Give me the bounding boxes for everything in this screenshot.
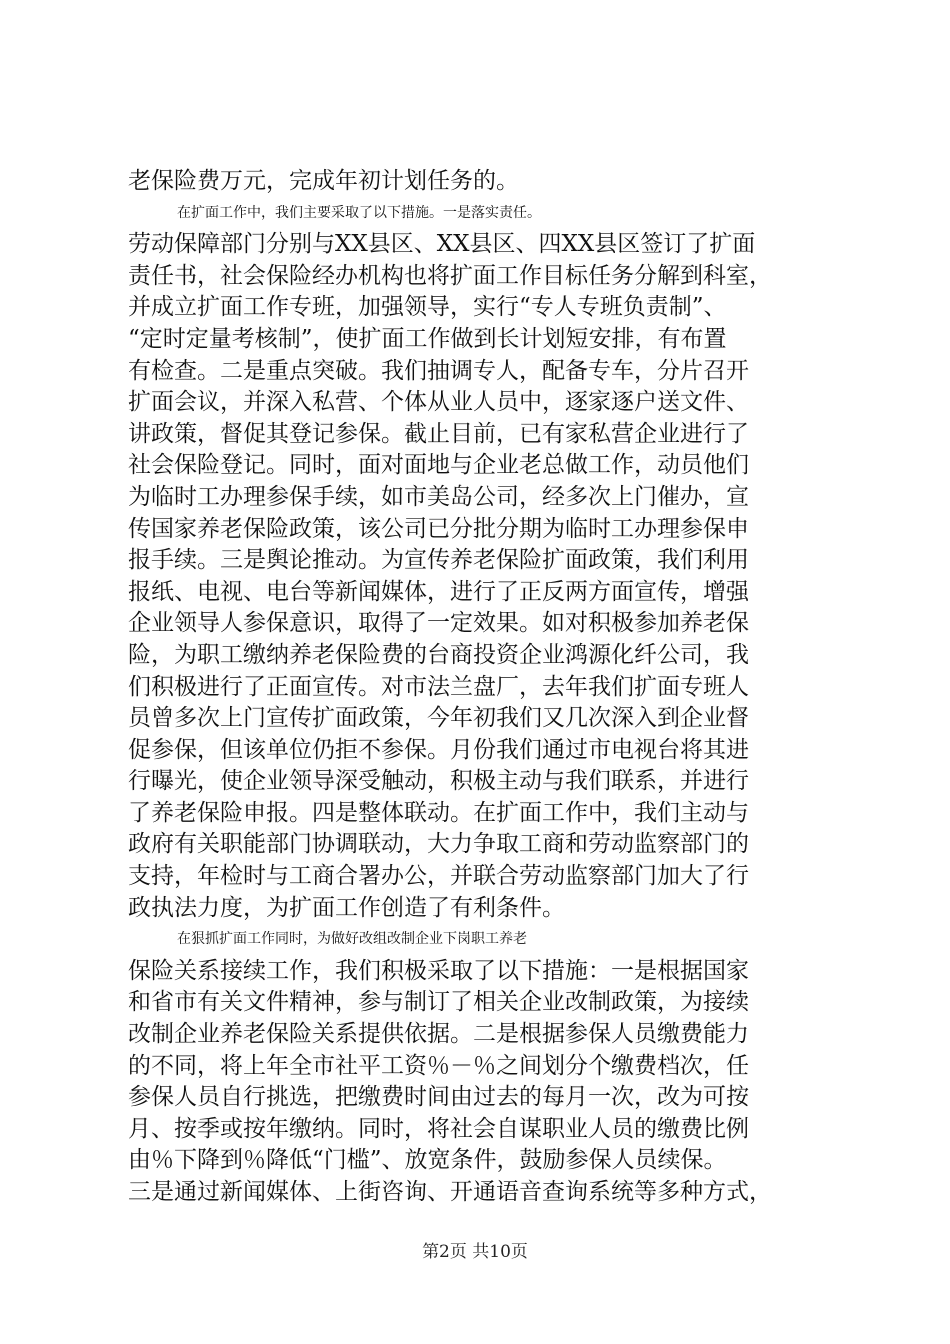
text-line: 报纸、电视、电台等新闻媒体，进行了正反两方面宣传，增强 xyxy=(128,578,749,605)
body-text xyxy=(128,166,842,1209)
text-line: 由％下降到％降低“门槛”、放宽条件，鼓励参保人员续保。 xyxy=(128,1147,727,1174)
text-line: 有检查。二是重点突破。我们抽调专人，配备专车，分片召开 xyxy=(128,357,749,384)
text-line: 月、按季或按年缴纳。同时，将社会自谋职业人员的缴费比例 xyxy=(128,1115,749,1142)
text-line: 险，为职工缴纳养老保险费的台商投资企业鸿源化纤公司，我 xyxy=(128,641,749,668)
text-line: 传国家养老保险政策，该公司已分批分期为临时工办理参保申 xyxy=(128,515,749,542)
text-line: 三是通过新闻媒体、上街咨询、开通语音查询系统等多种方式， xyxy=(128,1179,772,1205)
page-footer: 第2页 共10页 xyxy=(422,1242,528,1262)
paragraph-first-line: 在扩面工作中，我们主要采取了以下措施。一是落实责任。 xyxy=(177,204,541,221)
text-line: 扩面会议，并深入私营、个体从业人员中，逐家逐户送文件、 xyxy=(128,389,749,416)
paragraph-first-line: 在狠抓扩面工作同时，为做好改组改制企业下岗职工养老 xyxy=(177,931,527,948)
text-line: 讲政策，督促其登记参保。截止目前，已有家私营企业进行了 xyxy=(128,420,749,447)
text-line: 促参保，但该单位仍拒不参保。月份我们通过市电视台将其进 xyxy=(128,736,749,763)
text-line: 责任书，社会保险经办机构也将扩面工作目标任务分解到科室， xyxy=(128,262,772,289)
text-line: 劳动保障部门分别与XX县区、XX县区、四XX县区签订了扩面 xyxy=(128,231,756,258)
text-line: 的不同，将上年全市社平工资％－％之间划分个缴费档次，任 xyxy=(128,1052,749,1079)
text-line: 并成立扩面工作专班，加强领导，实行“专人专班负责制”、 xyxy=(128,294,727,321)
text-line: 政执法力度，为扩面工作创造了有利条件。 xyxy=(128,894,565,921)
text-line: 为临时工办理参保手续，如市美岛公司，经多次上门催办，宣 xyxy=(128,483,749,510)
text-line: 老保险费万元，完成年初计划任务的。 xyxy=(128,168,519,194)
text-line: 参保人员自行挑选，把缴费时间由过去的每月一次，改为可按 xyxy=(128,1084,749,1111)
text-line: 企业领导人参保意识，取得了一定效果。如对积极参加养老保 xyxy=(128,610,749,637)
text-line: 了养老保险申报。四是整体联动。在扩面工作中，我们主动与 xyxy=(128,799,749,826)
text-line: 们积极进行了正面宣传。对市法兰盘厂，去年我们扩面专班人 xyxy=(128,673,749,700)
text-line: 支持，年检时与工商合署办公，并联合劳动监察部门加大了行 xyxy=(128,863,749,890)
text-line: “定时定量考核制”，使扩面工作做到长计划短安排，有布置 xyxy=(128,325,727,352)
text-line: 报手续。三是舆论推动。为宣传养老保险扩面政策，我们利用 xyxy=(128,547,749,574)
text-line: 保险关系接续工作，我们积极采取了以下措施：一是根据国家 xyxy=(128,957,749,984)
text-line: 员曾多次上门宣传扩面政策，今年初我们又几次深入到企业督 xyxy=(128,705,749,732)
text-line: 改制企业养老保险关系提供依据。二是根据参保人员缴费能力 xyxy=(128,1021,749,1048)
text-line: 和省市有关文件精神，参与制订了相关企业改制政策，为接续 xyxy=(128,989,749,1016)
text-line: 政府有关职能部门协调联动，大力争取工商和劳动监察部门的 xyxy=(128,831,749,858)
text-line: 社会保险登记。同时，面对面地与企业老总做工作，动员他们 xyxy=(128,452,749,479)
text-line: 行曝光，使企业领导深受触动，积极主动与我们联系，并进行 xyxy=(128,768,749,795)
